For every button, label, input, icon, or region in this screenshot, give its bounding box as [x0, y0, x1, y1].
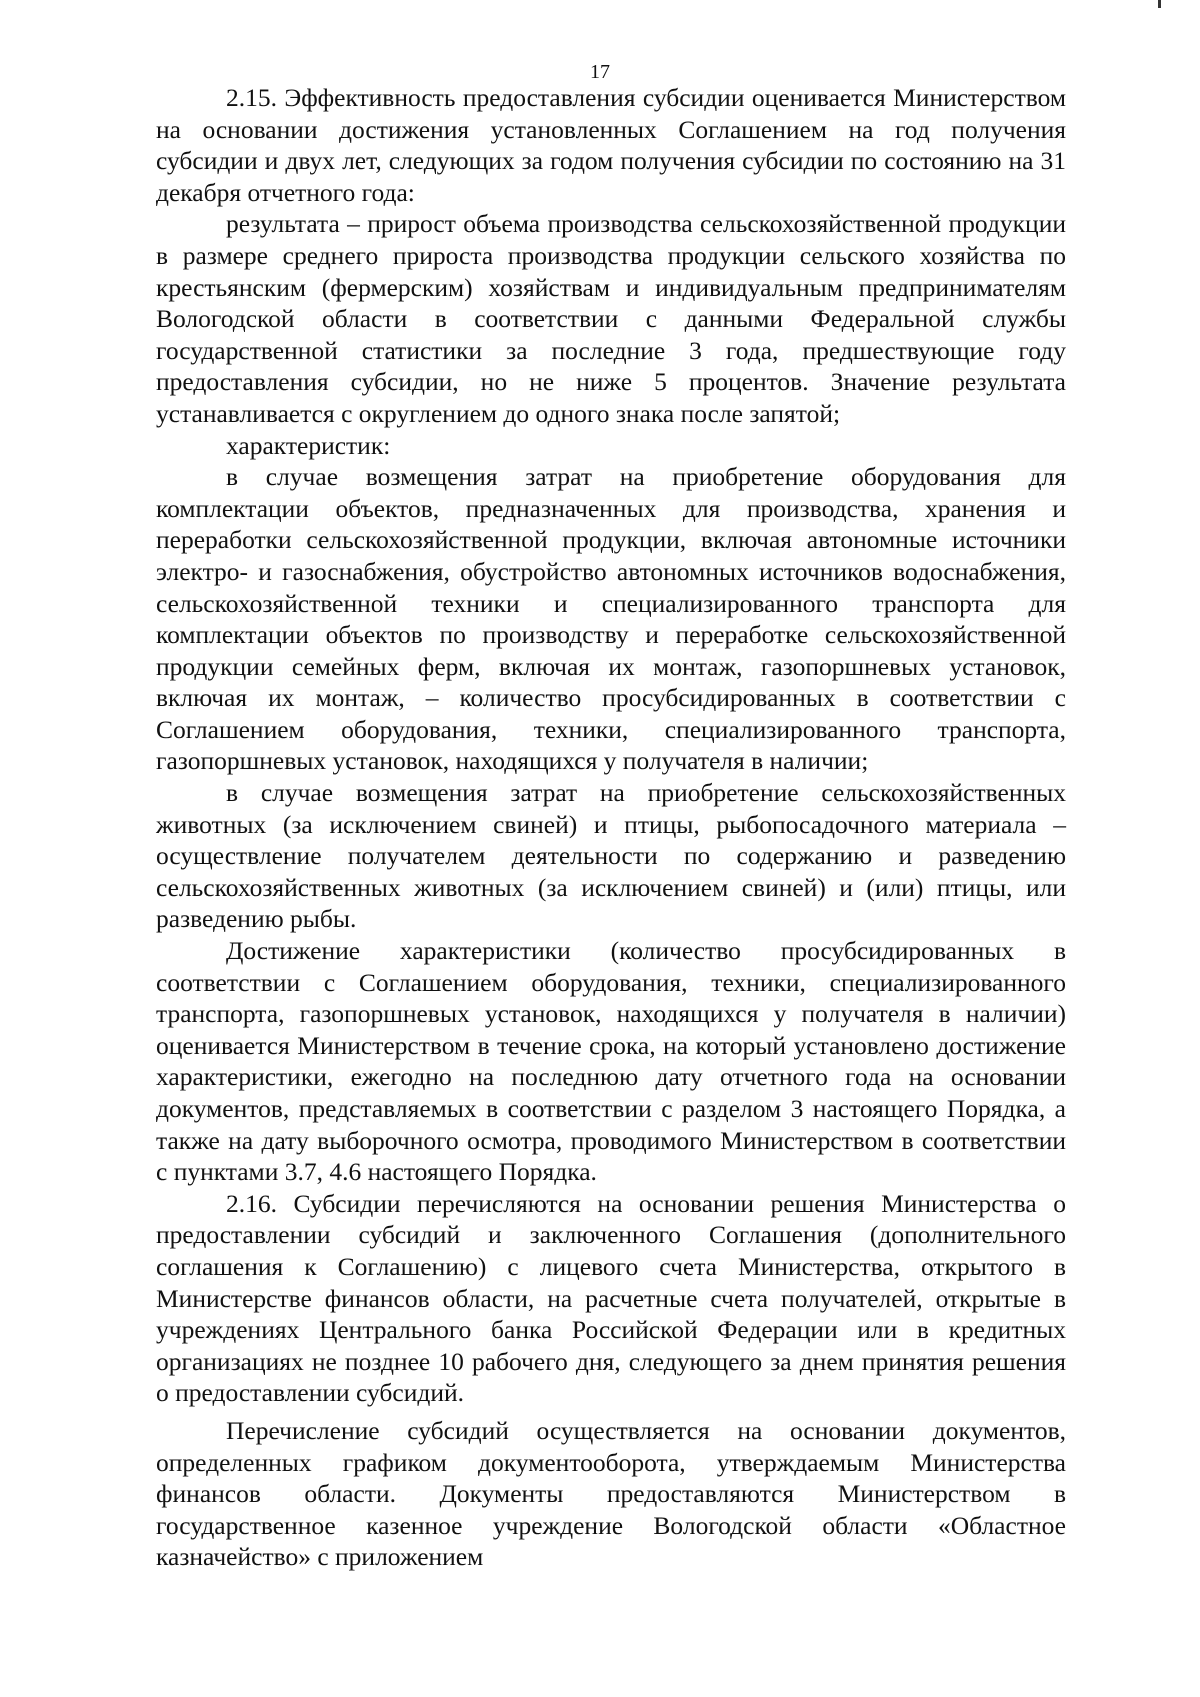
scan-mark: [1158, 0, 1161, 8]
paragraph-characteristics-heading: характеристик:: [226, 430, 391, 460]
paragraph-2-16: 2.16. Субсидии перечисляются на основании решения Министерства о предоставлении субсидий и заключенного Соглашения (дополнительного соглашения к Соглашению) с лицевого счета Министерства, открытого в Министерстве финансов области, на расчетные счета получателей, открытые в учреждениях Центрального банка Российской Федерации или в кредитных организациях не позднее 10 рабочего дня, следующего за днем принятия решения о предоставлении субсидий.: [156, 1188, 1066, 1408]
document-body: [156, 82, 1066, 1573]
paragraph-result: результата – прирост объема производства сельскохозяйственной продукции в размере среднего прироста производства продукции сельского хозяйства по крестьянским (фермерским) хозяйствам и индивидуальным предпринимателям Вологодской области в соответствии с данными Федеральной службы государственной статистики за последние 3 года, предшествующие году предоставления субсидии, но не ниже 5 процентов. Значение результата устанавливается с округлением до одного знака после запятой;: [156, 209, 1066, 428]
paragraph-characteristic-achievement: Достижение характеристики (количество просубсидированных в соответствии с Соглашением оборудования, техники, специализированного транспорта, газопоршневых установок, находящихся у получателя в наличии) оценивается Министерством в течение срока, на который установлено достижение характеристики, ежегодно на последнюю дату отчетного года на основании документов, представляемых в соответствии с разделом 3 настоящего Порядка, а также на дату выборочного осмотра, проводимого Министерством в соответствии с пунктами 3.7, 4.6 настоящего Порядка.: [156, 936, 1066, 1187]
paragraph-animals-case: в случае возмещения затрат на приобретение сельскохозяйственных животных (за исключением свиней) и птицы, рыбопосадочного материала – осуществление получателем деятельности по содержанию и разведению сельскохозяйственных животных (за исключением свиней) и (или) птицы, или разведению рыбы.: [156, 778, 1066, 934]
paragraph-equipment-case: в случае возмещения затрат на приобретение оборудования для комплектации объектов, предназначенных для производства, хранения и переработки сельскохозяйственной продукции, включая автономные источники электро- и газоснабжения, обустройство автономных источников водоснабжения, сельскохозяйственной техники и специализированного транспорта для комплектации объектов по производству и переработке сельскохозяйственной продукции семейных ферм, включая их монтаж, газопоршневых установок, включая их монтаж, – количество просубсидированных в соответствии с Соглашением оборудования, техники, специализированного транспорта, газопоршневых установок, находящихся у получателя в наличии;: [156, 462, 1066, 776]
page-number: 17: [590, 61, 610, 83]
paragraph-2-15: 2.15. Эффективность предоставления субсидии оценивается Министерством на основании достижения установленных Соглашением на год получения субсидии и двух лет, следующих за годом получения субсидии по состоянию на 31 декабря отчетного года:: [156, 83, 1066, 207]
paragraph-transfer-procedure: Перечисление субсидий осуществляется на основании документов, определенных графиком документооборота, утверждаемым Министерства финансов области. Документы предоставляются Министерством в государственное казенное учреждение Вологодской области «Областное казначейство» с приложением: [156, 1415, 1066, 1572]
